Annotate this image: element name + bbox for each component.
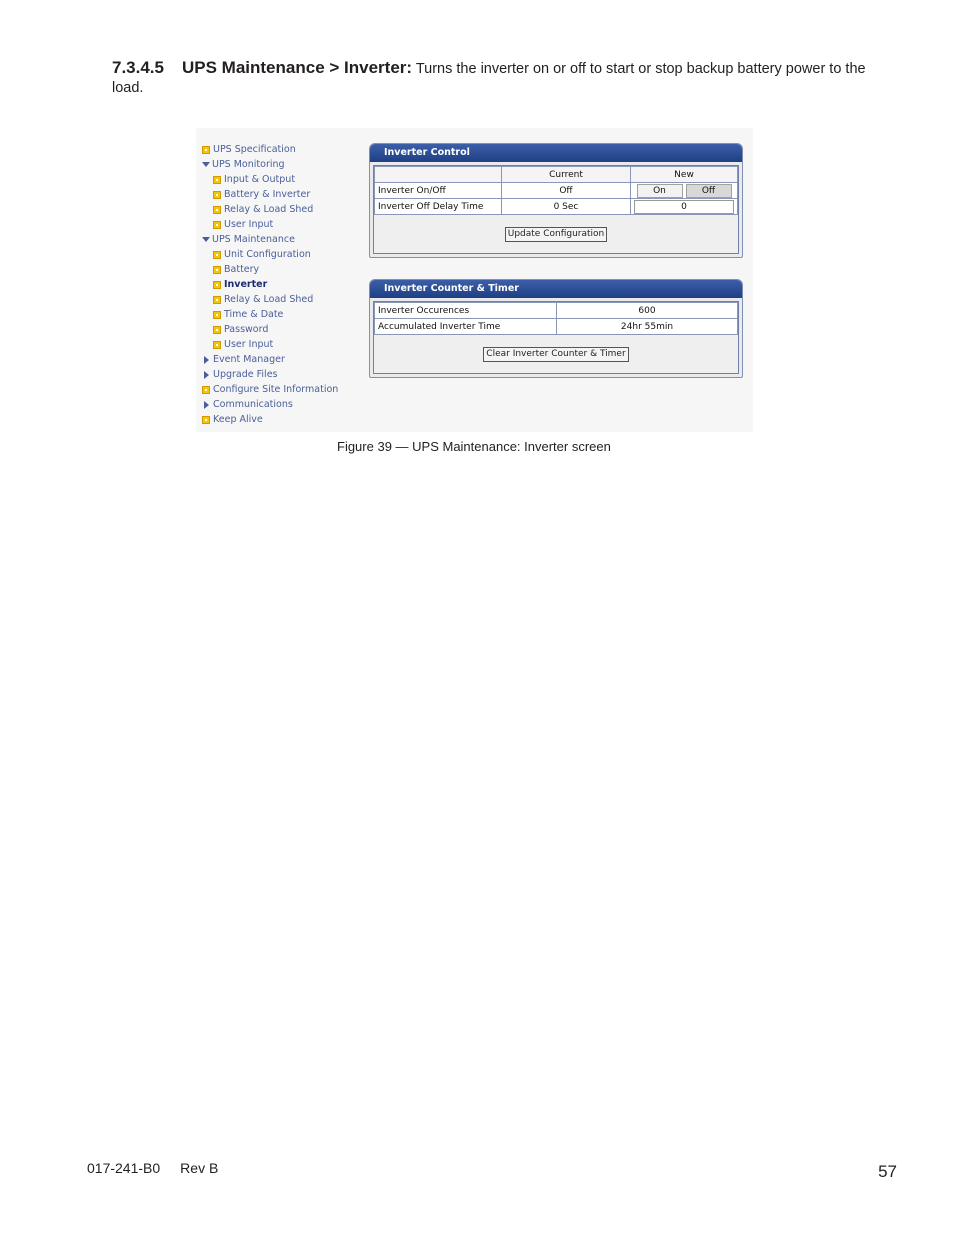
footer-doc-info (87, 1160, 218, 1176)
on-button[interactable]: On (637, 184, 683, 198)
column-header-current: Current (502, 167, 631, 183)
current-value: Off (502, 183, 631, 199)
page-number: 57 (878, 1162, 897, 1181)
screenshot-figure (196, 128, 753, 432)
bullet-icon (213, 206, 221, 214)
section-number: 7.3.4.5 (112, 58, 164, 77)
bullet-icon (202, 386, 210, 394)
nav-item-communications[interactable]: Communications (202, 397, 362, 412)
nav-item-event-manager[interactable]: Event Manager (202, 352, 362, 367)
expanded-arrow-icon (202, 237, 210, 242)
inverter-control-panel (369, 143, 743, 258)
nav-item-time-date[interactable]: Time & Date (202, 307, 362, 322)
off-button[interactable]: Off (686, 184, 732, 198)
column-header-new: New (631, 167, 738, 183)
bullet-icon (213, 326, 221, 334)
bullet-icon (202, 416, 210, 424)
nav-item-user-input-2[interactable]: User Input (202, 337, 362, 352)
panel-title: Inverter Control (370, 144, 742, 162)
bullet-icon (213, 296, 221, 304)
nav-item-upgrade-files[interactable]: Upgrade Files (202, 367, 362, 382)
nav-item-configure-site-information[interactable]: Configure Site Information (202, 382, 362, 397)
section-heading (112, 58, 872, 98)
bullet-icon (213, 266, 221, 274)
nav-item-input-output[interactable]: Input & Output (202, 172, 362, 187)
table-row (375, 199, 738, 215)
table-row (375, 303, 738, 319)
counter-timer-table (374, 302, 738, 335)
collapsed-arrow-icon (204, 401, 209, 409)
section-title: UPS Maintenance > Inverter: (182, 58, 413, 77)
doc-number: 017-241-B0 (87, 1160, 161, 1176)
nav-item-battery-inverter[interactable]: Battery & Inverter (202, 187, 362, 202)
bullet-icon (213, 341, 221, 349)
figure-caption: Figure 39 — UPS Maintenance: Inverter screen (337, 439, 611, 454)
nav-item-ups-monitoring[interactable]: UPS Monitoring (202, 157, 362, 172)
panel-title: Inverter Counter & Timer (370, 280, 742, 298)
current-value: 0 Sec (502, 199, 631, 215)
bullet-icon (213, 221, 221, 229)
nav-item-relay-load-shed[interactable]: Relay & Load Shed (202, 202, 362, 217)
nav-item-relay-load-shed-2[interactable]: Relay & Load Shed (202, 292, 362, 307)
bullet-icon (213, 251, 221, 259)
on-off-toggle[interactable] (634, 184, 734, 198)
bullet-icon (213, 311, 221, 319)
counter-timer-panel (369, 279, 743, 378)
section-description: Turns the inverter on or off to start or stop backup battery power to the load. (112, 61, 866, 96)
row-value: 600 (557, 303, 738, 319)
table-row (375, 319, 738, 335)
nav-tree (202, 142, 362, 427)
nav-item-keep-alive[interactable]: Keep Alive (202, 412, 362, 427)
row-label: Inverter Occurences (375, 303, 557, 319)
bullet-icon (202, 146, 210, 154)
off-delay-input[interactable]: 0 (634, 200, 734, 214)
expanded-arrow-icon (202, 162, 210, 167)
row-label: Inverter On/Off (375, 183, 502, 199)
nav-item-ups-specification[interactable]: UPS Specification (202, 142, 362, 157)
nav-item-user-input[interactable]: User Input (202, 217, 362, 232)
nav-item-unit-configuration[interactable]: Unit Configuration (202, 247, 362, 262)
nav-item-inverter[interactable]: Inverter (202, 277, 362, 292)
collapsed-arrow-icon (204, 356, 209, 364)
inverter-control-table (374, 166, 738, 215)
nav-item-ups-maintenance[interactable]: UPS Maintenance (202, 232, 362, 247)
bullet-icon (213, 191, 221, 199)
bullet-icon (213, 176, 221, 184)
row-value: 24hr 55min (557, 319, 738, 335)
update-configuration-button[interactable]: Update Configuration (505, 227, 608, 242)
row-label: Accumulated Inverter Time (375, 319, 557, 335)
table-row (375, 183, 738, 199)
bullet-icon (213, 281, 221, 289)
nav-item-battery[interactable]: Battery (202, 262, 362, 277)
collapsed-arrow-icon (204, 371, 209, 379)
clear-counter-button[interactable]: Clear Inverter Counter & Timer (483, 347, 628, 362)
revision: Rev B (180, 1160, 219, 1176)
row-label: Inverter Off Delay Time (375, 199, 502, 215)
nav-item-password[interactable]: Password (202, 322, 362, 337)
